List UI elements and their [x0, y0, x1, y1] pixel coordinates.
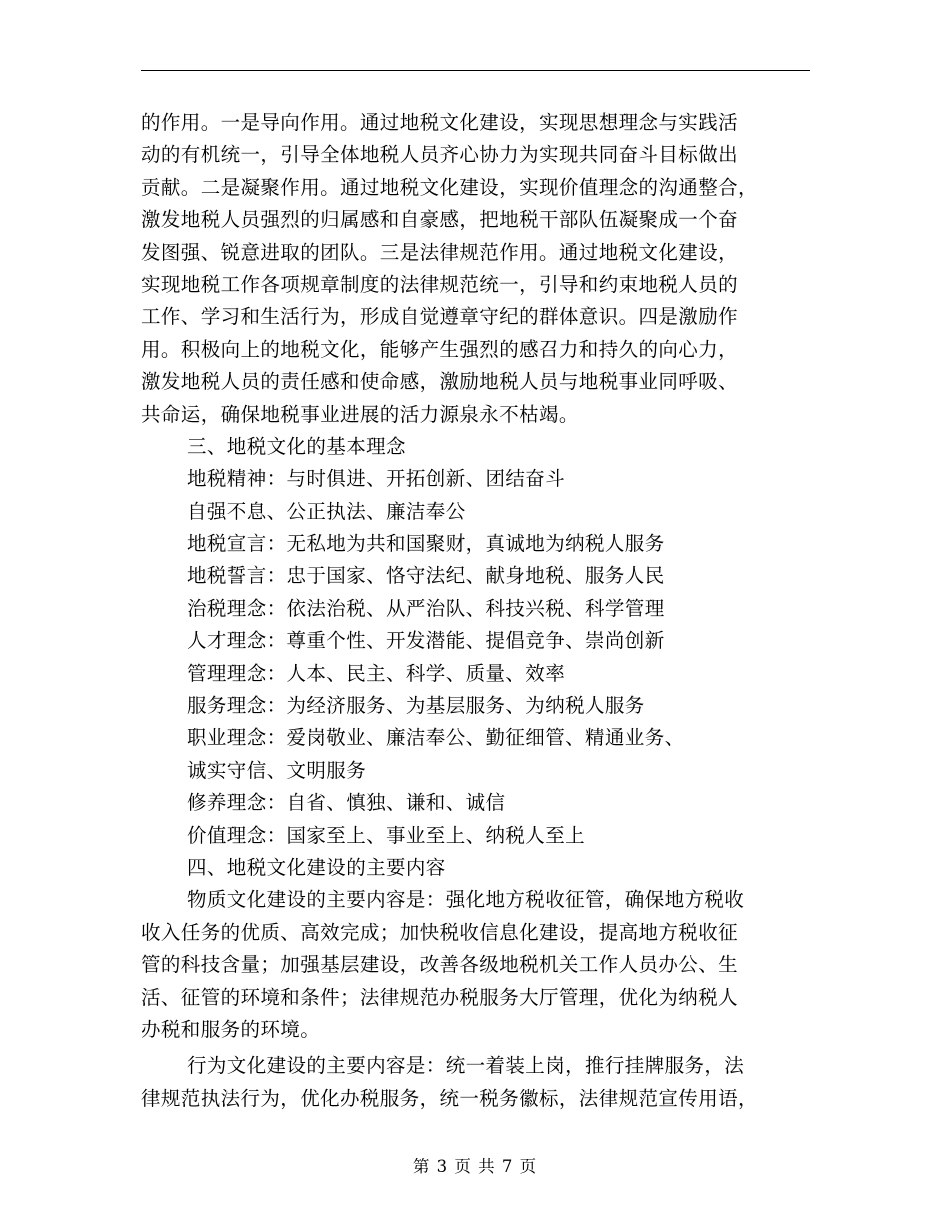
text-line: 诚实守信、文明服务	[187, 758, 367, 782]
text-line: 职业理念：爱岗敬业、廉洁奉公、勤征细管、精通业务、	[187, 726, 685, 750]
text-line: 治税理念：依法治税、从严治队、科技兴税、科学管理	[187, 596, 665, 620]
page-footer: 第 3 页 共 7 页	[412, 1157, 538, 1176]
text-line: 服务理念：为经济服务、为基层服务、为纳税人服务	[187, 694, 645, 718]
text-line: 律规范执法行为，优化办税服务，统一税务徽标，法律规范宣传用语，	[141, 1086, 758, 1110]
text-line: 地税宣言：无私地为共和国聚财，真诚地为纳税人服务	[187, 532, 665, 556]
text-line: 实现地税工作各项规章制度的法律规范统一，引导和约束地税人员的	[141, 272, 739, 296]
text-line: 物质文化建设的主要内容是：强化地方税收征管，确保地方税收	[187, 888, 745, 912]
section-heading: 四、地税文化建设的主要内容	[187, 855, 446, 879]
text-line: 活、征管的环境和条件；法律规范办税服务大厅管理，优化为纳税人	[141, 985, 739, 1009]
body-text	[141, 107, 821, 1115]
text-line: 修养理念：自省、慎独、谦和、诚信	[187, 791, 506, 815]
text-line: 地税精神：与时俱进、开拓创新、团结奋斗	[187, 467, 566, 491]
text-line: 共命运，确保地税事业进展的活力源泉永不枯竭。	[141, 402, 579, 426]
text-line: 管的科技含量；加强基层建设，改善各级地税机关工作人员办公、生	[141, 953, 739, 977]
text-line: 动的有机统一，引导全体地税人员齐心协力为实现共同奋斗目标做出	[141, 143, 739, 167]
text-line: 地税誓言：忠于国家、恪守法纪、献身地税、服务人民	[187, 564, 665, 588]
header-rule	[141, 70, 810, 71]
text-line: 管理理念：人本、民主、科学、质量、效率	[187, 661, 566, 685]
text-line: 自强不息、公正执法、廉洁奉公	[187, 499, 466, 523]
section-heading: 三、地税文化的基本理念	[187, 434, 406, 458]
text-line: 工作、学习和生活行为，形成自觉遵章守纪的群体意识。四是激励作	[141, 305, 739, 329]
text-line: 收入任务的优质、高效完成；加快税收信息化建设，提高地方税收征	[141, 920, 739, 944]
text-line: 办税和服务的环境。	[141, 1017, 321, 1041]
text-line: 行为文化建设的主要内容是：统一着装上岗，推行挂牌服务，法	[187, 1054, 745, 1078]
text-line: 用。积极向上的地税文化，能够产生强烈的感召力和持久的向心力，	[141, 337, 739, 361]
text-line: 人才理念：尊重个性、开发潜能、提倡竞争、崇尚创新	[187, 629, 665, 653]
text-line: 价值理念：国家至上、事业至上、纳税人至上	[187, 823, 586, 847]
text-line: 发图强、锐意进取的团队。三是法律规范作用。通过地税文化建设，	[141, 240, 739, 264]
text-line: 的作用。一是导向作用。通过地税文化建设，实现思想理念与实践活	[141, 111, 739, 134]
text-line: 激发地税人员强烈的归属感和自豪感，把地税干部队伍凝聚成一个奋	[141, 208, 739, 232]
text-line: 贡献。二是凝聚作用。通过地税文化建设，实现价值理念的沟通整合，	[141, 175, 758, 199]
text-line: 激发地税人员的责任感和使命感，激励地税人员与地税事业同呼吸、	[141, 370, 739, 394]
